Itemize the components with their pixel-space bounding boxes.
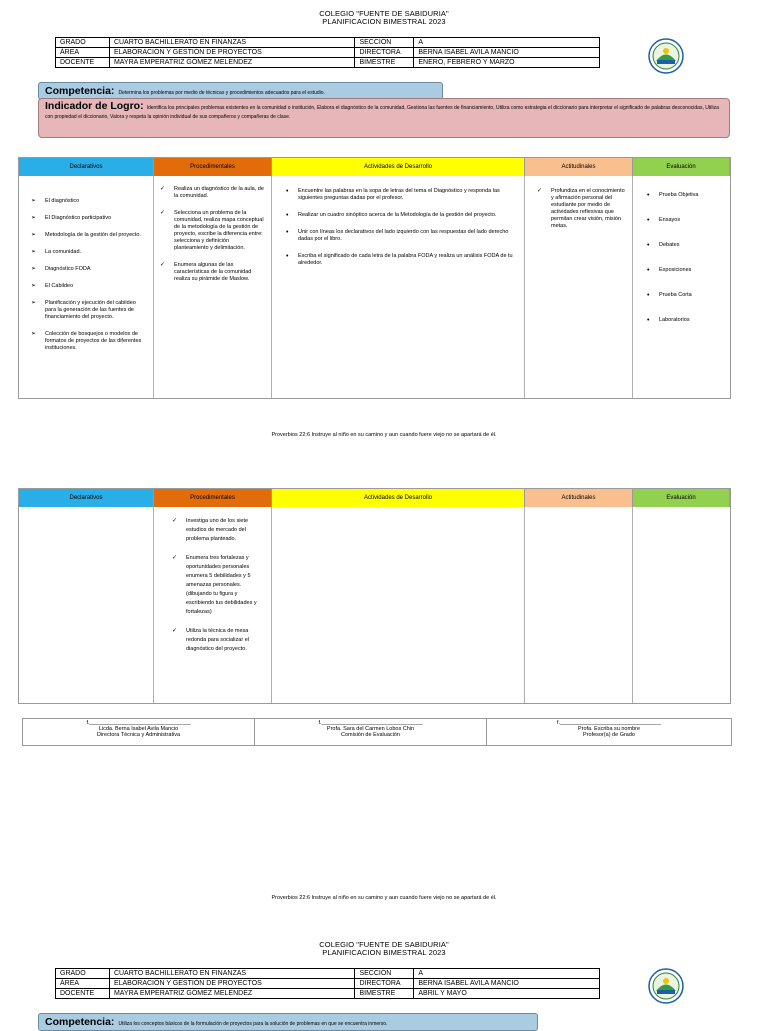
info-key: GRADO — [56, 969, 110, 979]
signer-name: Profa. Sara del Carmen Lobos Chin — [326, 726, 415, 732]
list-item: • Debates — [645, 242, 726, 249]
indicador-logro-label: Indicador de Logro: — [45, 100, 144, 112]
plan-title: PLANIFICACION BIMESTRAL 2023 — [322, 948, 446, 957]
column-evaluacion — [633, 507, 730, 703]
info-key: SECCIÓN — [355, 969, 414, 979]
list-item: ➢ Diagnóstico FODA — [31, 266, 147, 273]
header-procedimentales: Procedimentales — [154, 158, 272, 176]
column-declarativos — [19, 176, 154, 398]
info-value: A — [414, 38, 600, 48]
info-table — [55, 37, 600, 68]
info-value: CUARTO BACHILLERATO EN FINANZAS — [109, 969, 355, 979]
competencia-label: Competencia: — [45, 85, 115, 97]
info-key: SECCIÓN — [355, 38, 414, 48]
list-item: • Laboratorios — [645, 317, 726, 324]
list-item: • Ensayos — [645, 217, 726, 224]
list-item: • Exposiciones — [645, 267, 726, 274]
info-key: DIRECTORA — [355, 48, 414, 58]
signer-role: Directora Técnica y Administrativa — [96, 732, 181, 738]
signature-line: f._________________________________ — [557, 720, 661, 726]
signer-role: Profesor(a) de Grado — [583, 732, 635, 738]
signer-name: Licda. Berna Isabel Avila Mancio — [98, 726, 179, 732]
signature-line: f._________________________________ — [318, 720, 423, 726]
info-row — [56, 48, 600, 58]
list-item: ➢ La comunidad. — [31, 249, 147, 256]
school-name: COLEGIO "FUENTE DE SABIDURIA" — [319, 940, 449, 949]
info-key: BIMESTRE — [355, 989, 414, 999]
list-item: • Escriba el significado de cada letra de la palabra FODA y realiza un análisis FODA de tu alrededor. — [284, 253, 516, 267]
column-procedimentales — [154, 176, 272, 398]
signature-evaluation — [255, 719, 487, 745]
info-key: BIMESTRE — [355, 58, 414, 68]
competencia-text: Determina los problemas por medio de técnicas y procedimientos adecuados para el estudio. — [118, 90, 325, 96]
list-item: ✓ Investiga uno de los siete estudios de mercado del problema planteado. — [172, 517, 265, 544]
indicador-logro-text: Identifica los principales problemas existentes en la comunidad o institución, Elabora el diagnóstico de la comunidad, Gestiona las fuentes de financiamiento, Utiliza como estrategia el diccionario para interpretar el significado de palabras desconocidas, Utiliza con propiedad el diccionario, Valora y respeta la opinión individual de sus compañeros y compañeras de clase. — [45, 105, 719, 120]
info-value: BERNA ISABEL AVILA MANCIO — [414, 979, 600, 989]
list-item: • Realizar un cuadro sinóptico acerca de la Metodología de la gestión del proyecto. — [284, 212, 516, 219]
list-item: ➢ Metodología de la gestión del proyecto. — [31, 232, 147, 239]
signature-director — [23, 719, 255, 745]
info-key: DOCENTE — [56, 58, 110, 68]
signer-role: Comisión de Evaluación — [340, 732, 400, 738]
info-value: ENERO, FEBRERO Y MARZO — [414, 58, 600, 68]
list-item: ➢ Planificación y ejecución del cabildeo para la generación de las fuentes de financiamiento del proyecto. — [31, 300, 147, 321]
list-item: ✓ Selecciona un problema de la comunidad, realiza mapa conceptual de la metodología de la gestión de proyecto, escribe la diferencia entre: selecciona y definición planteamiento y delimitación. — [160, 210, 265, 252]
column-declarativos — [19, 507, 154, 703]
signature-line: f._________________________________ — [86, 720, 191, 726]
list-item: ✓ Utiliza la técnica de mesa redonda para socializar el diagnóstico del proyecto. — [172, 627, 265, 654]
header-evaluacion: Evaluación — [633, 158, 730, 176]
info-value: ELABORACIÓN Y GESTIÓN DE PROYECTOS — [109, 48, 355, 58]
info-key: GRADO — [56, 38, 110, 48]
column-actitudinales — [525, 507, 633, 703]
info-key: ÁREA — [56, 979, 110, 989]
column-evaluacion — [633, 176, 730, 398]
proverb-quote: Proverbios 22:6 Instruye al niño en su camino y aun cuando fuere viejo no se apartará de él. — [271, 432, 497, 438]
school-seal-icon — [648, 968, 684, 1004]
indicador-logro-box — [38, 98, 730, 138]
school-name: COLEGIO "FUENTE DE SABIDURIA" — [319, 9, 449, 18]
info-value: BERNA ISABEL AVILA MANCIO — [414, 48, 600, 58]
info-row — [56, 38, 600, 48]
info-value: ELABORACIÓN Y GESTIÓN DE PROYECTOS — [109, 979, 355, 989]
info-value: ABRIL Y MAYO — [414, 989, 600, 999]
competencia-label: Competencia: — [45, 1016, 115, 1028]
header-declarativos: Declarativos — [19, 489, 154, 507]
header-procedimentales: Procedimentales — [154, 489, 272, 507]
plan-title: PLANIFICACION BIMESTRAL 2023 — [322, 17, 446, 26]
info-row — [56, 989, 600, 999]
competencia-box — [38, 1013, 538, 1031]
list-item: • Unir con líneas los declarativos del lado izquierdo con las respuestas del lado derecho dadas por el libro. — [284, 229, 516, 243]
list-item: • Encuentre las palabras en la sopa de letras del tema el Diagnóstico y responda las siguientes preguntas dadas por el profesor. — [284, 188, 516, 202]
signature-row — [22, 718, 732, 746]
info-value: MAYRA EMPERATRIZ GÓMEZ MELENDEZ — [109, 989, 355, 999]
school-seal-icon — [648, 38, 684, 74]
proverb-quote: Proverbios 22:6 Instruye al niño en su camino y aun cuando fuere viejo no se apartará de él. — [271, 895, 497, 901]
list-item: ✓ Realiza un diagnóstico de la aula, de la comunidad. — [160, 186, 265, 200]
header-actitudinales: Actitudinales — [525, 158, 633, 176]
list-item: ➢ El diagnóstico — [31, 198, 147, 205]
info-value: A — [414, 969, 600, 979]
info-row — [56, 58, 600, 68]
list-item: • Prueba Objetiva — [645, 192, 726, 199]
header-declarativos: Declarativos — [19, 158, 154, 176]
column-procedimentales — [154, 507, 272, 703]
signer-name: Profa. Escriba su nombre — [577, 726, 641, 732]
info-value: MAYRA EMPERATRIZ GÓMEZ MELENDEZ — [109, 58, 355, 68]
info-key: DOCENTE — [56, 989, 110, 999]
list-item: ➢ Colección de bosquejos o modelos de formatos de proyectos de las diferentes instituciones. — [31, 331, 147, 352]
info-row — [56, 979, 600, 989]
column-actitudinales — [525, 176, 633, 398]
info-value: CUARTO BACHILLERATO EN FINANZAS — [109, 38, 355, 48]
signature-teacher — [487, 719, 731, 745]
info-key: DIRECTORA — [355, 979, 414, 989]
info-table — [55, 968, 600, 999]
header-actividades: Actividades de Desarrollo — [272, 158, 525, 176]
list-item: ✓ Profundiza en el conocimiento y afirmación personal del estudiante por medio de actividades reflexivas que permitan crear visión, misión metas. — [537, 188, 626, 230]
list-item: ➢ El Cabildeo — [31, 283, 147, 290]
header-evaluacion: Evaluación — [633, 489, 730, 507]
list-item: ✓ Enumera algunas de las características de la comunidad realiza su pirámide de Maslow. — [160, 262, 265, 283]
list-item: ✓ Enumera tres fortalezas y oportunidades personales enumera 5 debilidades y 5 amenazas personales. (dibujando tu figura y escribiendo tus debilidades y fortalezas) — [172, 554, 265, 617]
list-item: • Prueba Corta — [645, 292, 726, 299]
competencia-text: Utiliza los conceptos básicos de la formulación de proyectos para la solución de problemas en que se encuentra inmerso. — [118, 1021, 388, 1027]
header-actividades: Actividades de Desarrollo — [272, 489, 525, 507]
plan-table — [18, 488, 731, 704]
column-actividades — [272, 507, 525, 703]
column-actividades — [272, 176, 525, 398]
plan-table — [18, 157, 731, 399]
info-row — [56, 969, 600, 979]
header-actitudinales: Actitudinales — [525, 489, 633, 507]
info-key: ÁREA — [56, 48, 110, 58]
list-item: ➢ El Diagnóstico participativo — [31, 215, 147, 222]
